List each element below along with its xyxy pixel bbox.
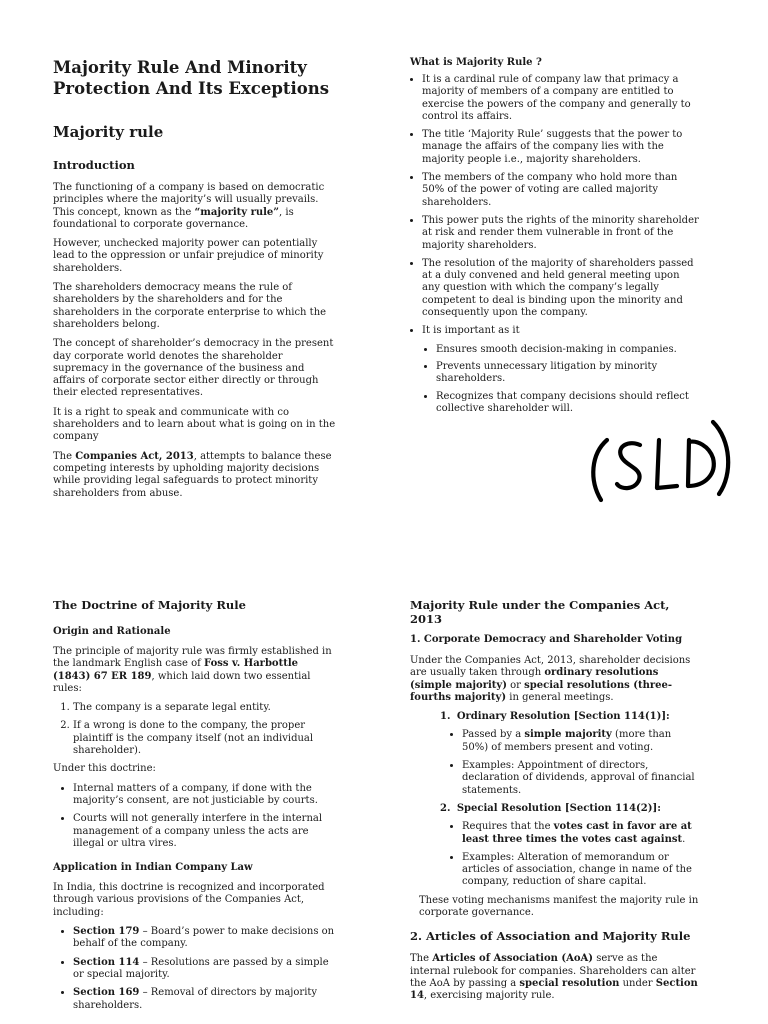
list-item: • Section 114 – Resolutions are passed by a simple or special majority. [73, 957, 338, 982]
list-item: • Ensures smooth decision-making in companies. [436, 344, 700, 356]
list-item: • Section 169 – Removal of directors by majority shareholders. [73, 987, 338, 1012]
application-intro: In India, this doctrine is recognized and incorporated through various provisions of the Companies Act, including: [53, 882, 325, 918]
special-resolution-item: 2. Special Resolution [Section 114(2)]: • Requires that the votes cast in favor are at least three times the votes cast against. • Examples: Alteration of memorandum or articles of association, change in name of the company, reduction of share capital. [440, 803, 700, 889]
intro-paragraph-2: However, unchecked majority power can potentially lead to the oppression or unfair prejudice of minority shareholders. [53, 238, 324, 274]
foss-rules-list [53, 702, 338, 757]
majority-rule-list [410, 74, 700, 415]
ordinary-resolution-item: 1. Ordinary Resolution [Section 114(1)]: • Passed by a simple majority (more than 50%) of members present and voting. • Examples: Appointment of directors, declaration of dividends, approval of financial statements. [440, 711, 700, 797]
application-heading: Application in Indian Company Law [53, 862, 253, 874]
list-item: 1. The company is a separate legal entity. [73, 702, 338, 714]
list-item: • It is a cardinal rule of company law that primacy a majority of members of a company are entitled to exercise the powers of the company and generally to control its affairs. [422, 74, 700, 123]
list-item: • Examples: Appointment of directors, declaration of dividends, approval of financial statements. [462, 760, 700, 797]
list-item: • Internal matters of a company, if done with the majority’s consent, are not justiciable by courts. [73, 783, 338, 808]
companies-act-heading: Majority Rule under the Companies Act, 2013 [410, 598, 670, 626]
list-item: • It is important as it • Ensures smooth decision-making in companies. • Prevents unnecessary litigation by minority shareholders. • Recognizes that company decisions should reflect collective shareholder will. [422, 325, 700, 415]
list-item: • Section 179 – Board’s power to make decisions on behalf of the company. [73, 926, 338, 951]
origin-heading: Origin and Rationale [53, 626, 171, 637]
under-doctrine-text: Under this doctrine: [53, 763, 156, 775]
doctrine-list [53, 783, 338, 850]
top-left-column [53, 57, 338, 507]
list-item: • Passed by a simple majority (more than 50%) of members present and voting. [462, 729, 700, 754]
articles-heading: 2. Articles of Association and Majority Rule [410, 929, 691, 944]
list-item: 2. If a wrong is done to the company, the proper plaintiff is the company itself (not an individual shareholder). [73, 720, 338, 757]
handwritten-signature [585, 410, 735, 510]
list-item: • This power puts the rights of the minority shareholder at risk and render them vulnerable in front of the majority shareholders. [422, 215, 700, 252]
majority-rule-heading: Majority rule [53, 123, 164, 141]
what-is-majority-rule-heading: What is Majority Rule ? [410, 57, 542, 68]
document-title: Majority Rule And Minority Protection And Its Exceptions [53, 58, 330, 98]
voting-intro-paragraph: Under the Companies Act, 2013, shareholder decisions are usually taken through ordinary resolutions (simple majority) or special resolutions (three-fourths majority) in general meetings. [410, 655, 691, 703]
list-item: • Requires that the votes cast in favor are at least three times the votes cast against. [462, 821, 700, 846]
list-item: • Prevents unnecessary litigation by minority shareholders. [436, 361, 700, 386]
intro-paragraph-5: It is a right to speak and communicate with co shareholders and to learn about what is going on in the company [53, 406, 336, 443]
articles-paragraph: The Articles of Association (AoA) serve as the internal rulebook for companies. Shareholders can alter the AoA by passing a special resolution under Section 14, exercising majority rule. [410, 953, 698, 1002]
doctrine-heading: The Doctrine of Majority Rule [53, 598, 246, 612]
list-item: • The members of the company who hold more than 50% of the power of voting are called majority shareholders. [422, 172, 700, 209]
list-item: • Recognizes that company decisions should reflect collective shareholder will. [436, 391, 700, 416]
special-resolution-details [440, 821, 700, 888]
bottom-left-column [53, 598, 338, 1018]
voting-mechanisms-text: These voting mechanisms manifest the majority rule in corporate governance. [419, 894, 699, 919]
intro-paragraph-1: The functioning of a company is based on democratic principles where the majority’s will usually prevails. This concept, known as the “majority rule”, is foundational to corporate governance. [53, 182, 325, 230]
origin-paragraph: The principle of majority rule was firmly established in the landmark English case of Foss v. Harbottle (1843) 67 ER 189, which laid down two essential rules: [53, 646, 332, 694]
ordinary-resolution-details [440, 729, 700, 796]
introduction-heading: Introduction [53, 158, 135, 172]
top-right-column [410, 57, 700, 421]
list-item: • Courts will not generally interfere in the internal management of a company unless the acts are illegal or ultra vires. [73, 813, 338, 850]
bottom-right-column [410, 598, 700, 1010]
sections-list [53, 926, 338, 1012]
intro-paragraph-3: The shareholders democracy means the rule of shareholders by the shareholders and for the shareholders in the corporate enterprise to which the shareholders belong. [53, 282, 327, 330]
corporate-democracy-heading: 1. Corporate Democracy and Shareholder Voting [410, 634, 683, 645]
list-item: • The resolution of the majority of shareholders passed at a duly convened and held general meeting upon any question with which the company’s legally competent to deal is binding upon the minority and consequently upon the company. [422, 258, 700, 319]
importance-list [422, 344, 700, 415]
list-item: • Examples: Alteration of memorandum or articles of association, change in name of the company, reduction of share capital. [462, 852, 700, 889]
list-item: • The title ‘Majority Rule’ suggests that the power to manage the affairs of the company lies with the majority people i.e., majority shareholders. [422, 129, 700, 166]
intro-paragraph-4: The concept of shareholder’s democracy in the present day corporate world denotes the shareholder supremacy in the governance of the business and affairs of corporate sector either directly or through their elected representatives. [53, 338, 334, 399]
resolution-list [410, 711, 700, 889]
intro-paragraph-6: The Companies Act, 2013, attempts to balance these competing interests by upholding majority decisions while providing legal safeguards to protect minority shareholders from abuse. [53, 450, 332, 499]
